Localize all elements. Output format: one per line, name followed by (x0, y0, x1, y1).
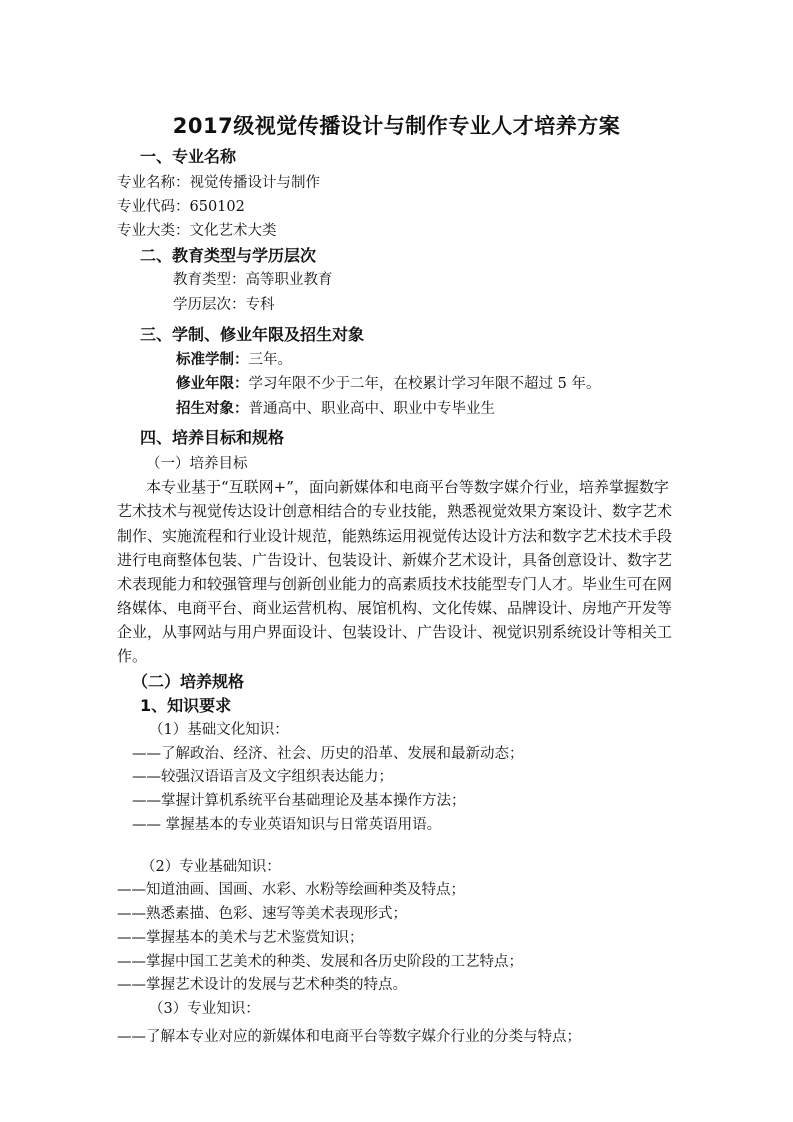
goal-paragraph-line: 作。 (117, 647, 148, 665)
enrollment-target-line (176, 399, 495, 419)
schooling-standard-label: 标准学制： (176, 352, 249, 368)
goal-paragraph-line: 本专业基于“互联网+”，面向新媒体和电商平台等数字媒介行业，培养掌握数字 (146, 478, 669, 496)
knowledge-item: —— 掌握基本的专业英语知识与日常英语用语。 (132, 817, 442, 833)
goal-paragraph-line: 企业，从事网站与用户界面设计、包装设计、广告设计、视觉识别系统设计等相关工 (117, 623, 673, 641)
subsection-knowledge: 1、知识要求 (140, 696, 232, 715)
section-heading-goals: 四、培养目标和规格 (140, 428, 285, 447)
major-code-line: 专业代码：650102 (117, 199, 245, 215)
goal-paragraph-line: 艺术技术与视觉传达设计创意相结合的专业技能，熟悉视觉效果方案设计、数字艺术 (117, 502, 673, 520)
study-years-label: 修业年限： (176, 376, 249, 392)
knowledge-item: ——掌握计算机系统平台基础理论及基本操作方法； (132, 793, 466, 809)
study-years-value: 学习年限不少于二年，在校累计学习年限不超过 5 年。 (248, 376, 601, 392)
schooling-standard-value: 三年。 (248, 352, 292, 368)
education-level-line: 学历层次：专科 (173, 297, 275, 313)
subsection-spec: （二）培养规格 (132, 672, 245, 691)
enrollment-target-label: 招生对象： (176, 401, 249, 417)
knowledge-item: ——知道油画、国画、水彩、水粉等绘画种类及特点； (117, 882, 465, 898)
schooling-standard-line (176, 350, 292, 370)
document-title: 2017级视觉传播设计与制作专业人才培养方案 (172, 114, 621, 138)
knowledge-item: ——掌握基本的美术与艺术鉴赏知识； (117, 930, 364, 946)
knowledge-item: ——了解本专业对应的新媒体和电商平台等数字媒介行业的分类与特点； (117, 1029, 581, 1045)
education-type-line: 教育类型：高等职业教育 (173, 272, 333, 288)
knowledge-professional-heading: （3）专业知识： (149, 1001, 260, 1017)
knowledge-item: ——掌握艺术设计的发展与艺术种类的特点。 (117, 977, 407, 993)
knowledge-item: ——较强汉语语言及文字组织表达能力； (132, 769, 393, 785)
major-name-line: 专业名称：视觉传播设计与制作 (117, 175, 320, 191)
section-heading-schooling: 三、学制、修业年限及招生对象 (140, 325, 365, 344)
section-heading-education-type: 二、教育类型与学历层次 (140, 246, 317, 265)
major-category-line: 专业大类：文化艺术大类 (117, 223, 277, 239)
knowledge-item: ——熟悉素描、色彩、速写等美术表现形式； (117, 906, 407, 922)
knowledge-item: ——了解政治、经济、社会、历史的沿革、发展和最新动态； (132, 746, 524, 762)
goal-paragraph-line: 制作、实施流程和行业设计规范，能熟练运用视觉传达设计方法和数字艺术技术手段 (117, 527, 673, 545)
goal-paragraph-line: 络媒体、电商平台、商业运营机构、展馆机构、文化传媒、品牌设计、房地产开发等 (117, 599, 673, 617)
section-heading-major-name: 一、专业名称 (140, 147, 237, 166)
study-years-line (176, 374, 600, 394)
knowledge-item: ——掌握中国工艺美术的种类、发展和各历史阶段的工艺特点； (117, 954, 523, 970)
enrollment-target-value: 普通高中、职业高中、职业中专毕业生 (248, 401, 495, 417)
knowledge-professional-basic-heading: （2）专业基础知识： (141, 859, 281, 875)
goal-paragraph-line: 进行电商整体包装、广告设计、包装设计、新媒介艺术设计，具备创意设计、数字艺 (117, 551, 673, 569)
goal-paragraph-line: 术表现能力和较强管理与创新创业能力的高素质技术技能型专门人才。毕业生可在网 (117, 575, 673, 593)
knowledge-basic-heading: （1）基础文化知识： (149, 722, 289, 738)
subsection-goal: （一）培养目标 (146, 456, 248, 472)
